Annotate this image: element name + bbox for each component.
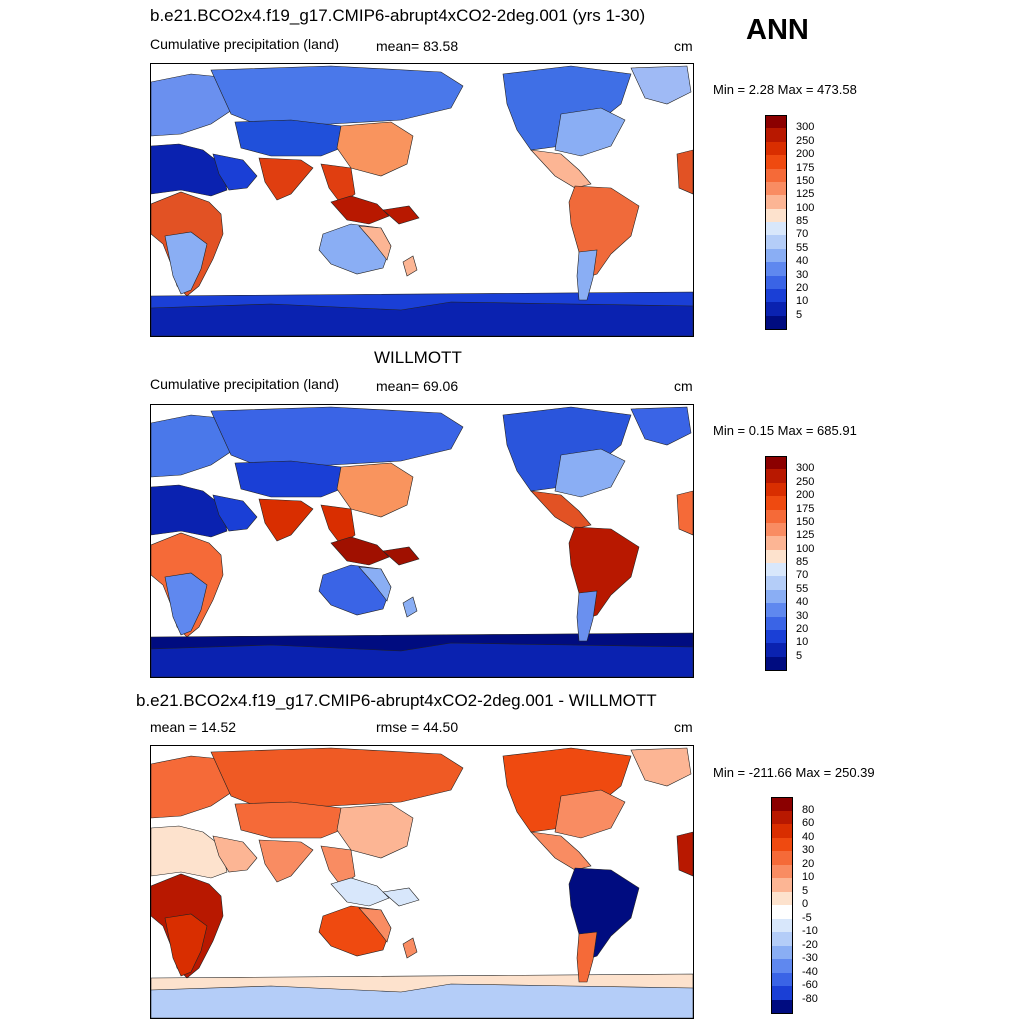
- colorbar-segment: [765, 262, 787, 276]
- colorbar-segment: [771, 811, 793, 825]
- land-region-sahara: [151, 826, 227, 878]
- panel-1-title: b.e21.BCO2x4.f19_g17.CMIP6-abrupt4xCO2-2deg.001 (yrs 1-30): [150, 6, 646, 25]
- colorbar-tick-label: 80: [802, 803, 815, 816]
- colorbar-segment: [765, 469, 787, 483]
- colorbar-segment: [765, 169, 787, 183]
- colorbar-tick-label: 100: [796, 201, 815, 214]
- colorbar-tick-label: 5: [796, 649, 803, 662]
- colorbar-tick-label: 10: [796, 636, 809, 649]
- colorbar-segment: [771, 905, 793, 919]
- colorbar-tick-label: -40: [802, 965, 818, 978]
- colorbar-segment: [771, 973, 793, 987]
- land-region-south-asia: [259, 499, 313, 541]
- panel-2-mean-label: mean= 69.06: [376, 378, 459, 394]
- land-region-sahara: [151, 144, 227, 196]
- colorbar-tick-label: 85: [796, 556, 809, 568]
- colorbar-tick-label: 300: [796, 121, 815, 134]
- colorbar-tick-label: 70: [796, 228, 809, 241]
- colorbar-segment: [771, 932, 793, 946]
- colorbar-tick-label: 30: [796, 609, 809, 622]
- colorbar-tick-label: 40: [796, 255, 809, 268]
- colorbar-tick-label: 20: [802, 857, 815, 870]
- colorbar-segment: [765, 590, 787, 604]
- land-region-asia-north: [211, 748, 463, 808]
- colorbar-segment: [765, 209, 787, 223]
- colorbar-segment: [771, 892, 793, 906]
- panel-3-mean-label: mean = 14.52: [150, 719, 237, 735]
- colorbar-segment: [765, 142, 787, 156]
- panel-1-minmax: Min = 2.28 Max = 473.58: [713, 82, 857, 97]
- colorbar-segment: [765, 456, 787, 470]
- colorbar-segment: [771, 838, 793, 852]
- colorbar-segment: [765, 510, 787, 524]
- panel-2-units: cm: [674, 378, 693, 394]
- land-region-africa-central: [677, 832, 693, 876]
- colorbar-segment: [765, 249, 787, 263]
- colorbar-segment: [765, 316, 787, 330]
- colorbar-tick-label: 125: [796, 529, 815, 542]
- colorbar-tick-label: 5: [802, 884, 809, 897]
- colorbar-tick-label: 150: [796, 174, 815, 187]
- land-region-maritime: [383, 547, 419, 565]
- land-region-asia-central: [235, 461, 351, 497]
- panel-3-colorbar: [771, 797, 841, 1013]
- land-region-antarctica: [151, 302, 693, 336]
- panel-1-units: cm: [674, 38, 693, 54]
- colorbar-segment: [765, 302, 787, 316]
- panel-3-map: [150, 745, 694, 1019]
- land-region-africa-south: [165, 232, 207, 294]
- colorbar-segment: [771, 959, 793, 973]
- colorbar-tick-label: 85: [796, 215, 809, 227]
- panel-3-rmse-label: rmse = 44.50: [376, 719, 459, 735]
- land-region-greenland: [631, 407, 691, 445]
- colorbar-segment: [771, 919, 793, 933]
- colorbar-segment: [765, 289, 787, 303]
- land-region-north-america-east: [555, 790, 625, 838]
- colorbar-segment: [765, 235, 787, 249]
- land-region-africa-south: [165, 914, 207, 976]
- colorbar-tick-label: 10: [802, 871, 815, 883]
- colorbar-tick-label: 60: [802, 817, 815, 829]
- colorbar-segment: [771, 824, 793, 838]
- colorbar-tick-label: 125: [796, 188, 815, 201]
- colorbar-segment: [765, 523, 787, 537]
- land-region-south-asia: [259, 158, 313, 200]
- land-region-maritime: [331, 196, 389, 224]
- land-region-north-america-east: [555, 108, 625, 156]
- season-label: ANN: [746, 14, 809, 46]
- land-region-asia-central: [235, 802, 351, 838]
- colorbar-tick-label: 200: [796, 489, 815, 502]
- colorbar-tick-label: 250: [796, 134, 815, 147]
- colorbar-tick-label: -20: [802, 938, 818, 951]
- colorbar-segment: [765, 182, 787, 196]
- colorbar-segment: [765, 496, 787, 510]
- colorbar-segment: [765, 115, 787, 129]
- land-region-africa-south: [165, 573, 207, 635]
- colorbar-segment: [765, 276, 787, 290]
- colorbar-tick-label: -10: [802, 925, 818, 937]
- colorbar-segment: [765, 576, 787, 590]
- colorbar-tick-label: -60: [802, 979, 818, 991]
- panel-1-map-svg: [151, 64, 693, 336]
- land-region-africa-central: [677, 150, 693, 194]
- colorbar-tick-label: 175: [796, 502, 815, 515]
- colorbar-segment: [771, 1000, 793, 1014]
- land-region-antarctica: [151, 643, 693, 677]
- colorbar-segment: [771, 865, 793, 879]
- colorbar-tick-label: 150: [796, 515, 815, 528]
- land-region-australia-coast: [403, 938, 417, 958]
- panel-2-map: [150, 404, 694, 678]
- colorbar-tick-label: 20: [796, 622, 809, 635]
- colorbar-segment: [765, 483, 787, 497]
- colorbar-segment: [765, 603, 787, 617]
- land-region-maritime: [331, 878, 389, 906]
- panel-1-map: [150, 63, 694, 337]
- colorbar-tick-label: -5: [802, 911, 812, 924]
- land-region-maritime: [383, 206, 419, 224]
- colorbar-tick-label: 10: [796, 295, 809, 308]
- land-region-north-america-east: [555, 449, 625, 497]
- colorbar-tick-label: 70: [796, 569, 809, 582]
- colorbar-segment: [765, 195, 787, 209]
- colorbar-segment: [765, 128, 787, 142]
- colorbar-tick-label: 40: [796, 596, 809, 609]
- land-region-sahara: [151, 485, 227, 537]
- panel-2-title: WILLMOTT: [374, 348, 462, 367]
- colorbar-tick-label: 0: [802, 898, 809, 910]
- land-region-asia-north: [211, 407, 463, 467]
- colorbar-segment: [765, 155, 787, 169]
- land-region-asia-north: [211, 66, 463, 126]
- colorbar-tick-label: 300: [796, 462, 815, 475]
- colorbar-tick-label: 55: [796, 582, 809, 595]
- panel-3-map-svg: [151, 746, 693, 1018]
- colorbar-segment: [765, 222, 787, 236]
- colorbar-segment: [771, 797, 793, 811]
- colorbar-tick-label: 100: [796, 542, 815, 555]
- panel-2-map-svg: [151, 405, 693, 677]
- colorbar-segment: [771, 946, 793, 960]
- panel-1-variable-label: Cumulative precipitation (land): [150, 36, 340, 52]
- colorbar-tick-label: -30: [802, 952, 818, 964]
- colorbar-tick-label: -80: [802, 992, 818, 1005]
- panel-2-colorbar: [765, 456, 835, 670]
- colorbar-segment: [771, 986, 793, 1000]
- land-region-africa-central: [677, 491, 693, 535]
- colorbar-tick-label: 20: [796, 281, 809, 294]
- colorbar-segment: [765, 617, 787, 631]
- land-region-australia-coast: [403, 256, 417, 276]
- colorbar-tick-label: 175: [796, 161, 815, 174]
- land-region-australia-coast: [403, 597, 417, 617]
- colorbar-tick-label: 40: [802, 830, 815, 843]
- land-region-antarctica: [151, 984, 693, 1018]
- land-region-asia-central: [235, 120, 351, 156]
- colorbar-tick-label: 55: [796, 241, 809, 254]
- panel-1-colorbar: [765, 115, 835, 329]
- colorbar-tick-label: 250: [796, 475, 815, 488]
- colorbar-segment: [771, 878, 793, 892]
- land-region-maritime: [331, 537, 389, 565]
- colorbar-segment: [765, 657, 787, 671]
- colorbar-segment: [765, 550, 787, 564]
- colorbar-segment: [765, 536, 787, 550]
- land-region-maritime: [383, 888, 419, 906]
- land-region-greenland: [631, 66, 691, 104]
- colorbar-tick-label: 30: [802, 844, 815, 856]
- colorbar-segment: [765, 643, 787, 657]
- land-region-greenland: [631, 748, 691, 786]
- colorbar-tick-label: 5: [796, 308, 803, 321]
- panel-3-units: cm: [674, 719, 693, 735]
- panel-2-minmax: Min = 0.15 Max = 685.91: [713, 423, 857, 438]
- panel-3-minmax: Min = -211.66 Max = 250.39: [713, 765, 875, 780]
- colorbar-segment: [765, 630, 787, 644]
- colorbar-tick-label: 200: [796, 148, 815, 161]
- colorbar-segment: [765, 563, 787, 577]
- colorbar-segment: [771, 851, 793, 865]
- land-region-south-asia: [259, 840, 313, 882]
- colorbar-tick-label: 30: [796, 268, 809, 281]
- panel-3-title: b.e21.BCO2x4.f19_g17.CMIP6-abrupt4xCO2-2deg.001 - WILLMOTT: [136, 691, 657, 710]
- panel-2-variable-label: Cumulative precipitation (land): [150, 376, 340, 392]
- panel-1-mean-label: mean= 83.58: [376, 38, 459, 54]
